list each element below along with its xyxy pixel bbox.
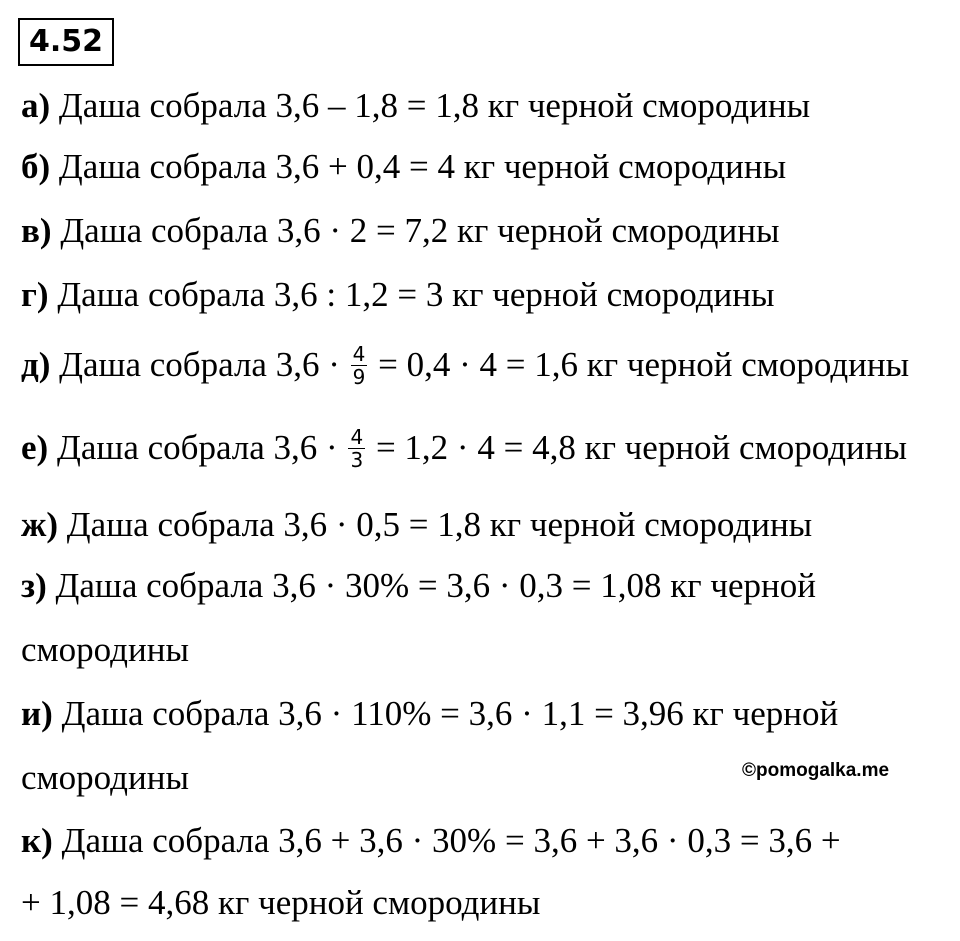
solution-line-i-continued bbox=[21, 758, 189, 798]
item-text: смородины bbox=[21, 630, 189, 669]
solution-line-g bbox=[21, 275, 775, 315]
item-letter: д) bbox=[21, 345, 51, 384]
fraction bbox=[348, 426, 365, 471]
item-text: Даша собрала 3,6 · 0,5 = 1,8 кг черной смородины bbox=[66, 505, 813, 544]
item-text: Даша собрала 3,6 + 3,6 · 30% = 3,6 + 3,6 · 0,3 = 3,6 + bbox=[61, 821, 841, 860]
fraction-numerator: 4 bbox=[350, 425, 364, 450]
problem-number: 4.52 bbox=[18, 18, 114, 66]
solution-line-d bbox=[21, 342, 910, 390]
item-text: Даша собрала 3,6 · 2 = 7,2 кг черной смородины bbox=[60, 211, 780, 250]
item-text: Даша собрала 3,6 – 1,8 = 1,8 кг черной смородины bbox=[58, 86, 811, 125]
item-text: + 1,08 = 4,68 кг черной смородины bbox=[21, 883, 541, 922]
item-text: Даша собрала 3,6 · 30% = 3,6 · 0,3 = 1,08 кг черной bbox=[55, 566, 816, 605]
item-letter: к) bbox=[21, 821, 53, 860]
item-letter: а) bbox=[21, 86, 51, 125]
item-text-before: Даша собрала 3,6 · bbox=[56, 428, 338, 467]
fraction bbox=[351, 343, 368, 388]
fraction-numerator: 4 bbox=[352, 342, 366, 367]
item-letter: з) bbox=[21, 566, 47, 605]
watermark: ©pomogalka.me bbox=[742, 760, 890, 781]
item-text: Даша собрала 3,6 · 110% = 3,6 · 1,1 = 3,96 кг черной bbox=[61, 694, 839, 733]
item-text: смородины bbox=[21, 758, 189, 797]
item-letter: и) bbox=[21, 694, 53, 733]
solution-line-v bbox=[21, 211, 779, 251]
solution-line-z-continued bbox=[21, 630, 189, 670]
solution-line-b bbox=[21, 147, 786, 187]
item-text: Даша собрала 3,6 : 1,2 = 3 кг черной смородины bbox=[57, 275, 775, 314]
item-text-after: = 1,2 · 4 = 4,8 кг черной смородины bbox=[375, 428, 907, 467]
solution-line-e bbox=[21, 425, 907, 473]
item-text-after: = 0,4 · 4 = 1,6 кг черной смородины bbox=[378, 345, 910, 384]
item-text-before: Даша собрала 3,6 · bbox=[59, 345, 340, 384]
solution-line-i bbox=[21, 694, 838, 734]
solution-line-a bbox=[21, 86, 810, 126]
item-letter: ж) bbox=[21, 505, 59, 544]
fraction-denominator: 9 bbox=[352, 365, 366, 390]
solution-line-z bbox=[21, 566, 816, 606]
solution-line-k-continued bbox=[21, 883, 540, 923]
solution-line-zh bbox=[21, 505, 812, 545]
item-letter: е) bbox=[21, 428, 49, 467]
item-letter: б) bbox=[21, 147, 51, 186]
fraction-denominator: 3 bbox=[350, 448, 364, 473]
solution-line-k bbox=[21, 821, 841, 861]
item-text: Даша собрала 3,6 + 0,4 = 4 кг черной смородины bbox=[58, 147, 787, 186]
item-letter: в) bbox=[21, 211, 52, 250]
item-letter: г) bbox=[21, 275, 49, 314]
